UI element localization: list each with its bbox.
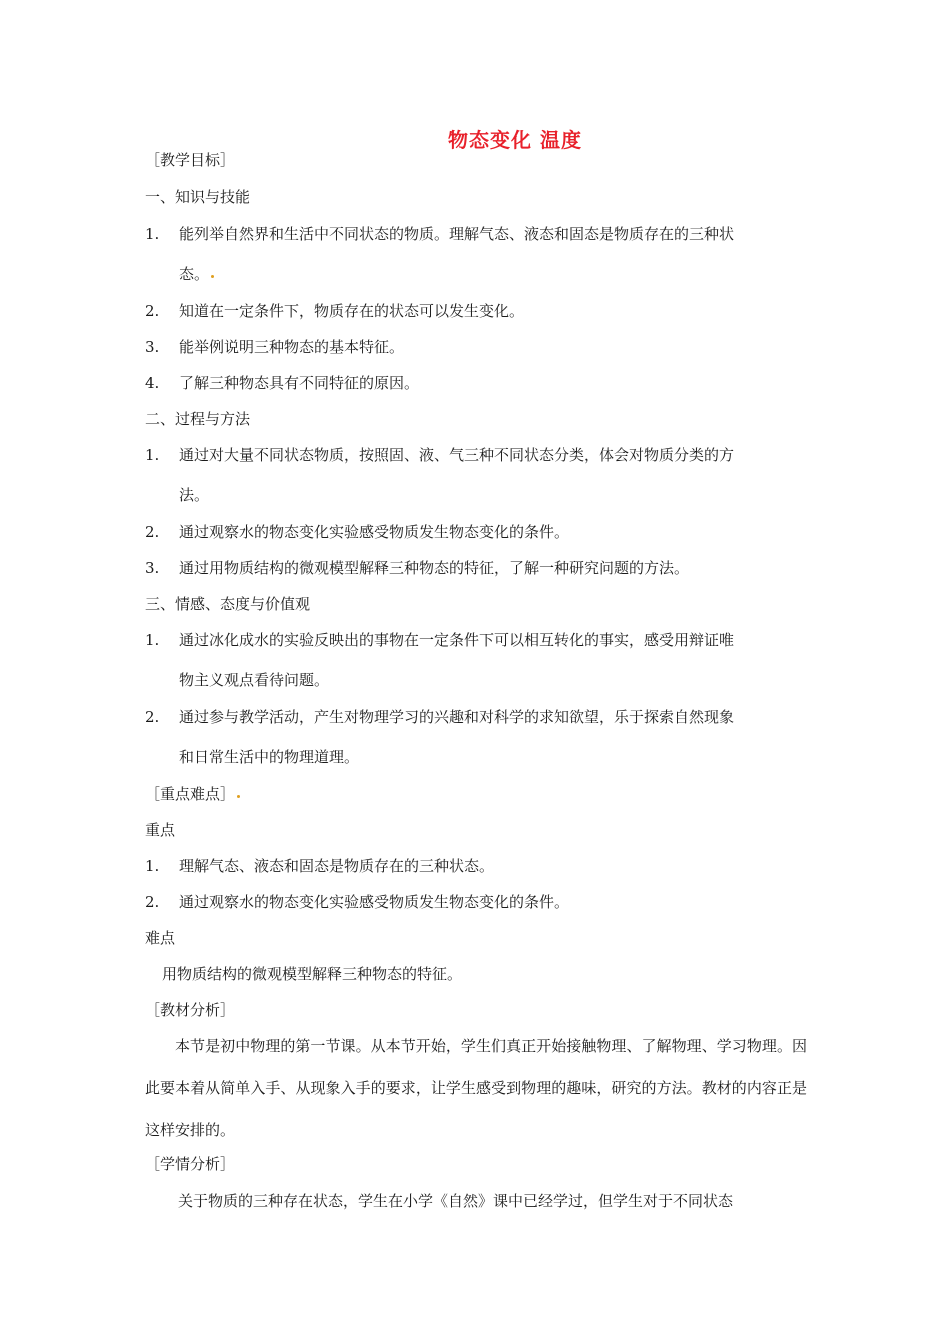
- list-item: 通过观察水的物态变化实验感受物质发生物态变化的条件。: [179, 523, 570, 541]
- keypoints-header: [145, 784, 240, 804]
- list-item: 了解三种物态具有不同特征的原因。: [179, 374, 420, 392]
- list-number: 2.: [145, 523, 160, 541]
- list-number: 2.: [145, 708, 160, 726]
- list-number: 1.: [145, 631, 160, 649]
- list-number: 1.: [145, 446, 160, 464]
- list-item-continued: 物主义观点看待问题。: [179, 671, 330, 689]
- difficult-text: 用物质结构的微观模型解释三种物态的特征。: [162, 965, 463, 983]
- objectives-header: ［教学目标］: [145, 151, 236, 169]
- list-item: 知道在一定条件下，物质存在的状态可以发生变化。: [179, 302, 525, 320]
- list-item-text: 态。: [179, 265, 210, 283]
- list-number: 2.: [145, 302, 160, 320]
- mark-dot: [237, 795, 240, 798]
- list-item: 理解气态、液态和固态是物质存在的三种状态。: [179, 857, 495, 875]
- difficult-label: 难点: [145, 929, 176, 947]
- keypoints-header-text: ［重点难点］: [145, 785, 236, 803]
- list-number: 1.: [145, 225, 160, 243]
- key-label: 重点: [145, 821, 176, 839]
- list-item: 通过对大量不同状态物质，按照固、液、气三种不同状态分类，体会对物质分类的方: [179, 446, 735, 464]
- list-item-continued: 和日常生活中的物理道理。: [179, 748, 360, 766]
- knowledge-header: 一、知识与技能: [145, 188, 251, 206]
- list-number: 1.: [145, 857, 160, 875]
- list-number: 3.: [145, 559, 160, 577]
- list-item-continued: [179, 264, 214, 284]
- list-number: 4.: [145, 374, 160, 392]
- list-item: 通过用物质结构的微观模型解释三种物态的特征，了解一种研究问题的方法。: [179, 559, 690, 577]
- list-number: 2.: [145, 893, 160, 911]
- list-item: 通过参与教学活动，产生对物理学习的兴趣和对科学的求知欲望，乐于探索自然现象: [179, 708, 735, 726]
- student-header: ［学情分析］: [145, 1155, 236, 1173]
- list-number: 3.: [145, 338, 160, 356]
- list-item: 能列举自然界和生活中不同状态的物质。理解气态、液态和固态是物质存在的三种状: [179, 225, 735, 243]
- process-header: 二、过程与方法: [145, 410, 251, 428]
- list-item: 能举例说明三种物态的基本特征。: [179, 338, 405, 356]
- textbook-paragraph: 本节是初中物理的第一节课。从本节开始，学生们真正开始接触物理、了解物理、学习物理。因此要本着从简单入手、从现象入手的要求，让学生感受到物理的趣味，研究的方法。教材的内容正是这样安排的。: [145, 1037, 807, 1139]
- list-item: 通过观察水的物态变化实验感受物质发生物态变化的条件。: [179, 893, 570, 911]
- attitude-header: 三、情感、态度与价值观: [145, 595, 311, 613]
- student-paragraph: 关于物质的三种存在状态，学生在小学《自然》课中已经学过，但学生对于不同状态: [178, 1192, 734, 1210]
- mark-dot: [211, 275, 214, 278]
- document-title: 物态变化 温度: [448, 128, 582, 152]
- list-item-continued: 法。: [179, 486, 210, 504]
- list-item: 通过冰化成水的实验反映出的事物在一定条件下可以相互转化的事实，感受用辩证唯: [179, 631, 735, 649]
- textbook-header: ［教材分析］: [145, 1001, 236, 1019]
